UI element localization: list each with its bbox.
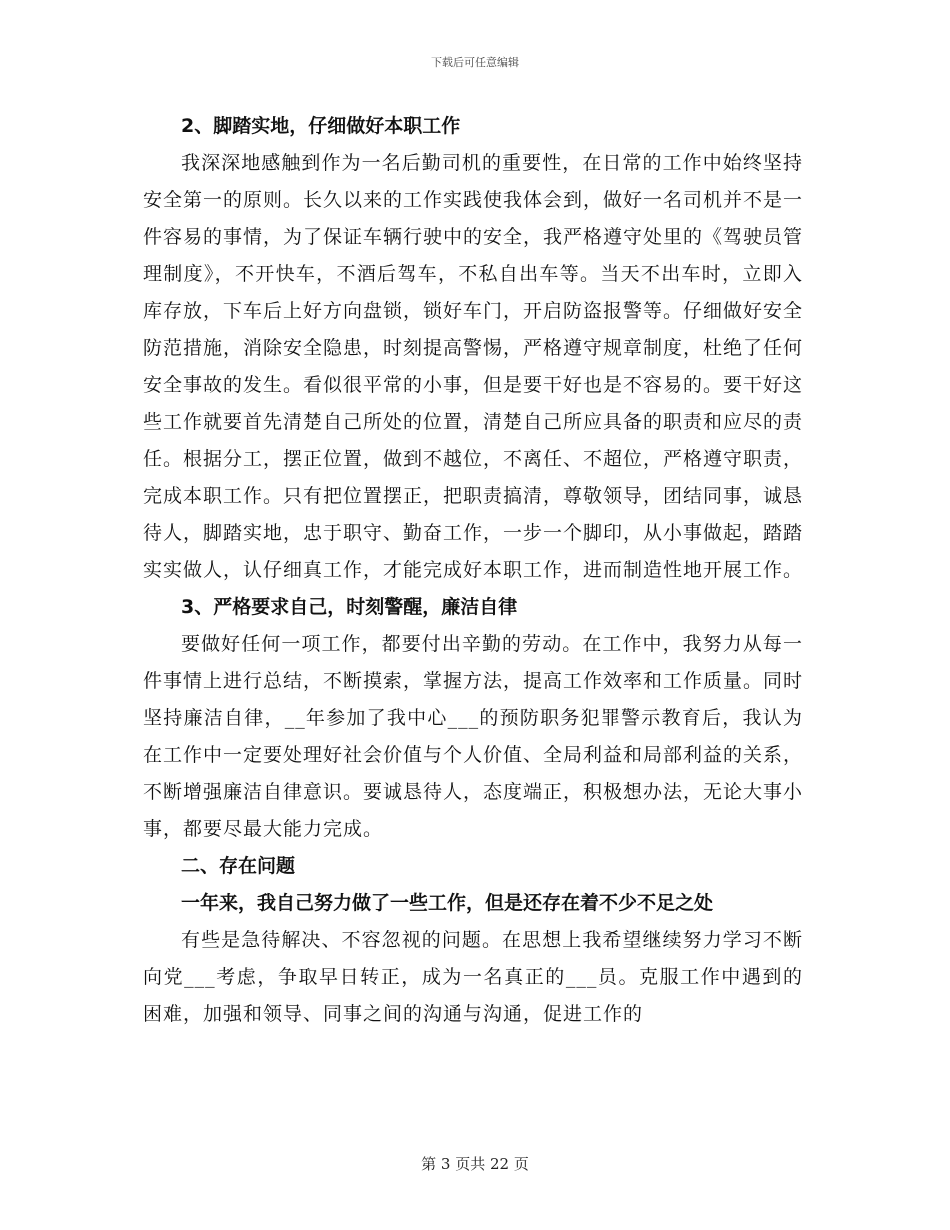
- section-heading: 2、脚踏实地，仔细做好本职工作: [181, 115, 461, 137]
- page-header: 下载后可任意编辑: [431, 56, 519, 69]
- paragraph: 要做好任何一项工作，都要付出辛勤的劳动。在工作中，我努力从每一件事情上进行总结，不断摸索，掌握方法，提高工作效率和工作质量。同时坚持廉洁自律，__年参加了我中心___的预防职务犯罪警示教育后，我认为在工作中一定要处理好社会价值与个人价值、全局利益和局部利益的关系，不断增强廉洁自律意识。要诚恳待人，态度端正，积极想办法，无论大事小事，都要尽最大能力完成。: [143, 633, 804, 840]
- section-heading: 3、严格要求自己，时刻警醒，廉洁自律: [181, 596, 518, 618]
- paragraph: 我深深地感触到作为一名后勤司机的重要性，在日常的工作中始终坚持安全第一的原则。长久以来的工作实践使我体会到，做好一名司机并不是一件容易的事情，为了保证车辆行驶中的安全，我严格遵守处里的《驾驶员管理制度》，不开快车，不酒后驾车，不私自出车等。当天不出车时，立即入库存放，下车后上好方向盘锁，锁好车门，开启防盗报警等。仔细做好安全防范措施，消除安全隐患，时刻提高警惕，严格遵守规章制度，杜绝了任何安全事故的发生。看似很平常的小事，但是要干好也是不容易的。要干好这些工作就要首先清楚自己所处的位置，清楚自己所应具备的职责和应尽的责任。根据分工，摆正位置，做到不越位，不离任、不超位，严格遵守职责，完成本职工作。只有把位置摆正，把职责搞清，尊敬领导，团结同事，诚恳待人，脚踏实地，忠于职守、勤奋工作，一步一个脚印，从小事做起，踏踏实实做人，认仔细真工作，才能完成好本职工作，进而制造性地开展工作。: [143, 152, 804, 581]
- paragraph: 有些是急待解决、不容忽视的问题。在思想上我希望继续努力学习不断向党___考虑，争取早日转正，成为一名真正的___员。克服工作中遇到的困难，加强和领导、同事之间的沟通与沟通，促进工作的: [143, 929, 803, 1025]
- section-subheading: 一年来，我自己努力做了一些工作，但是还存在着不少不足之处: [181, 892, 714, 914]
- section-heading: 二、存在问题: [181, 855, 296, 877]
- document-body: [143, 108, 803, 1033]
- page-number: 第 3 页共 22 页: [421, 1155, 529, 1173]
